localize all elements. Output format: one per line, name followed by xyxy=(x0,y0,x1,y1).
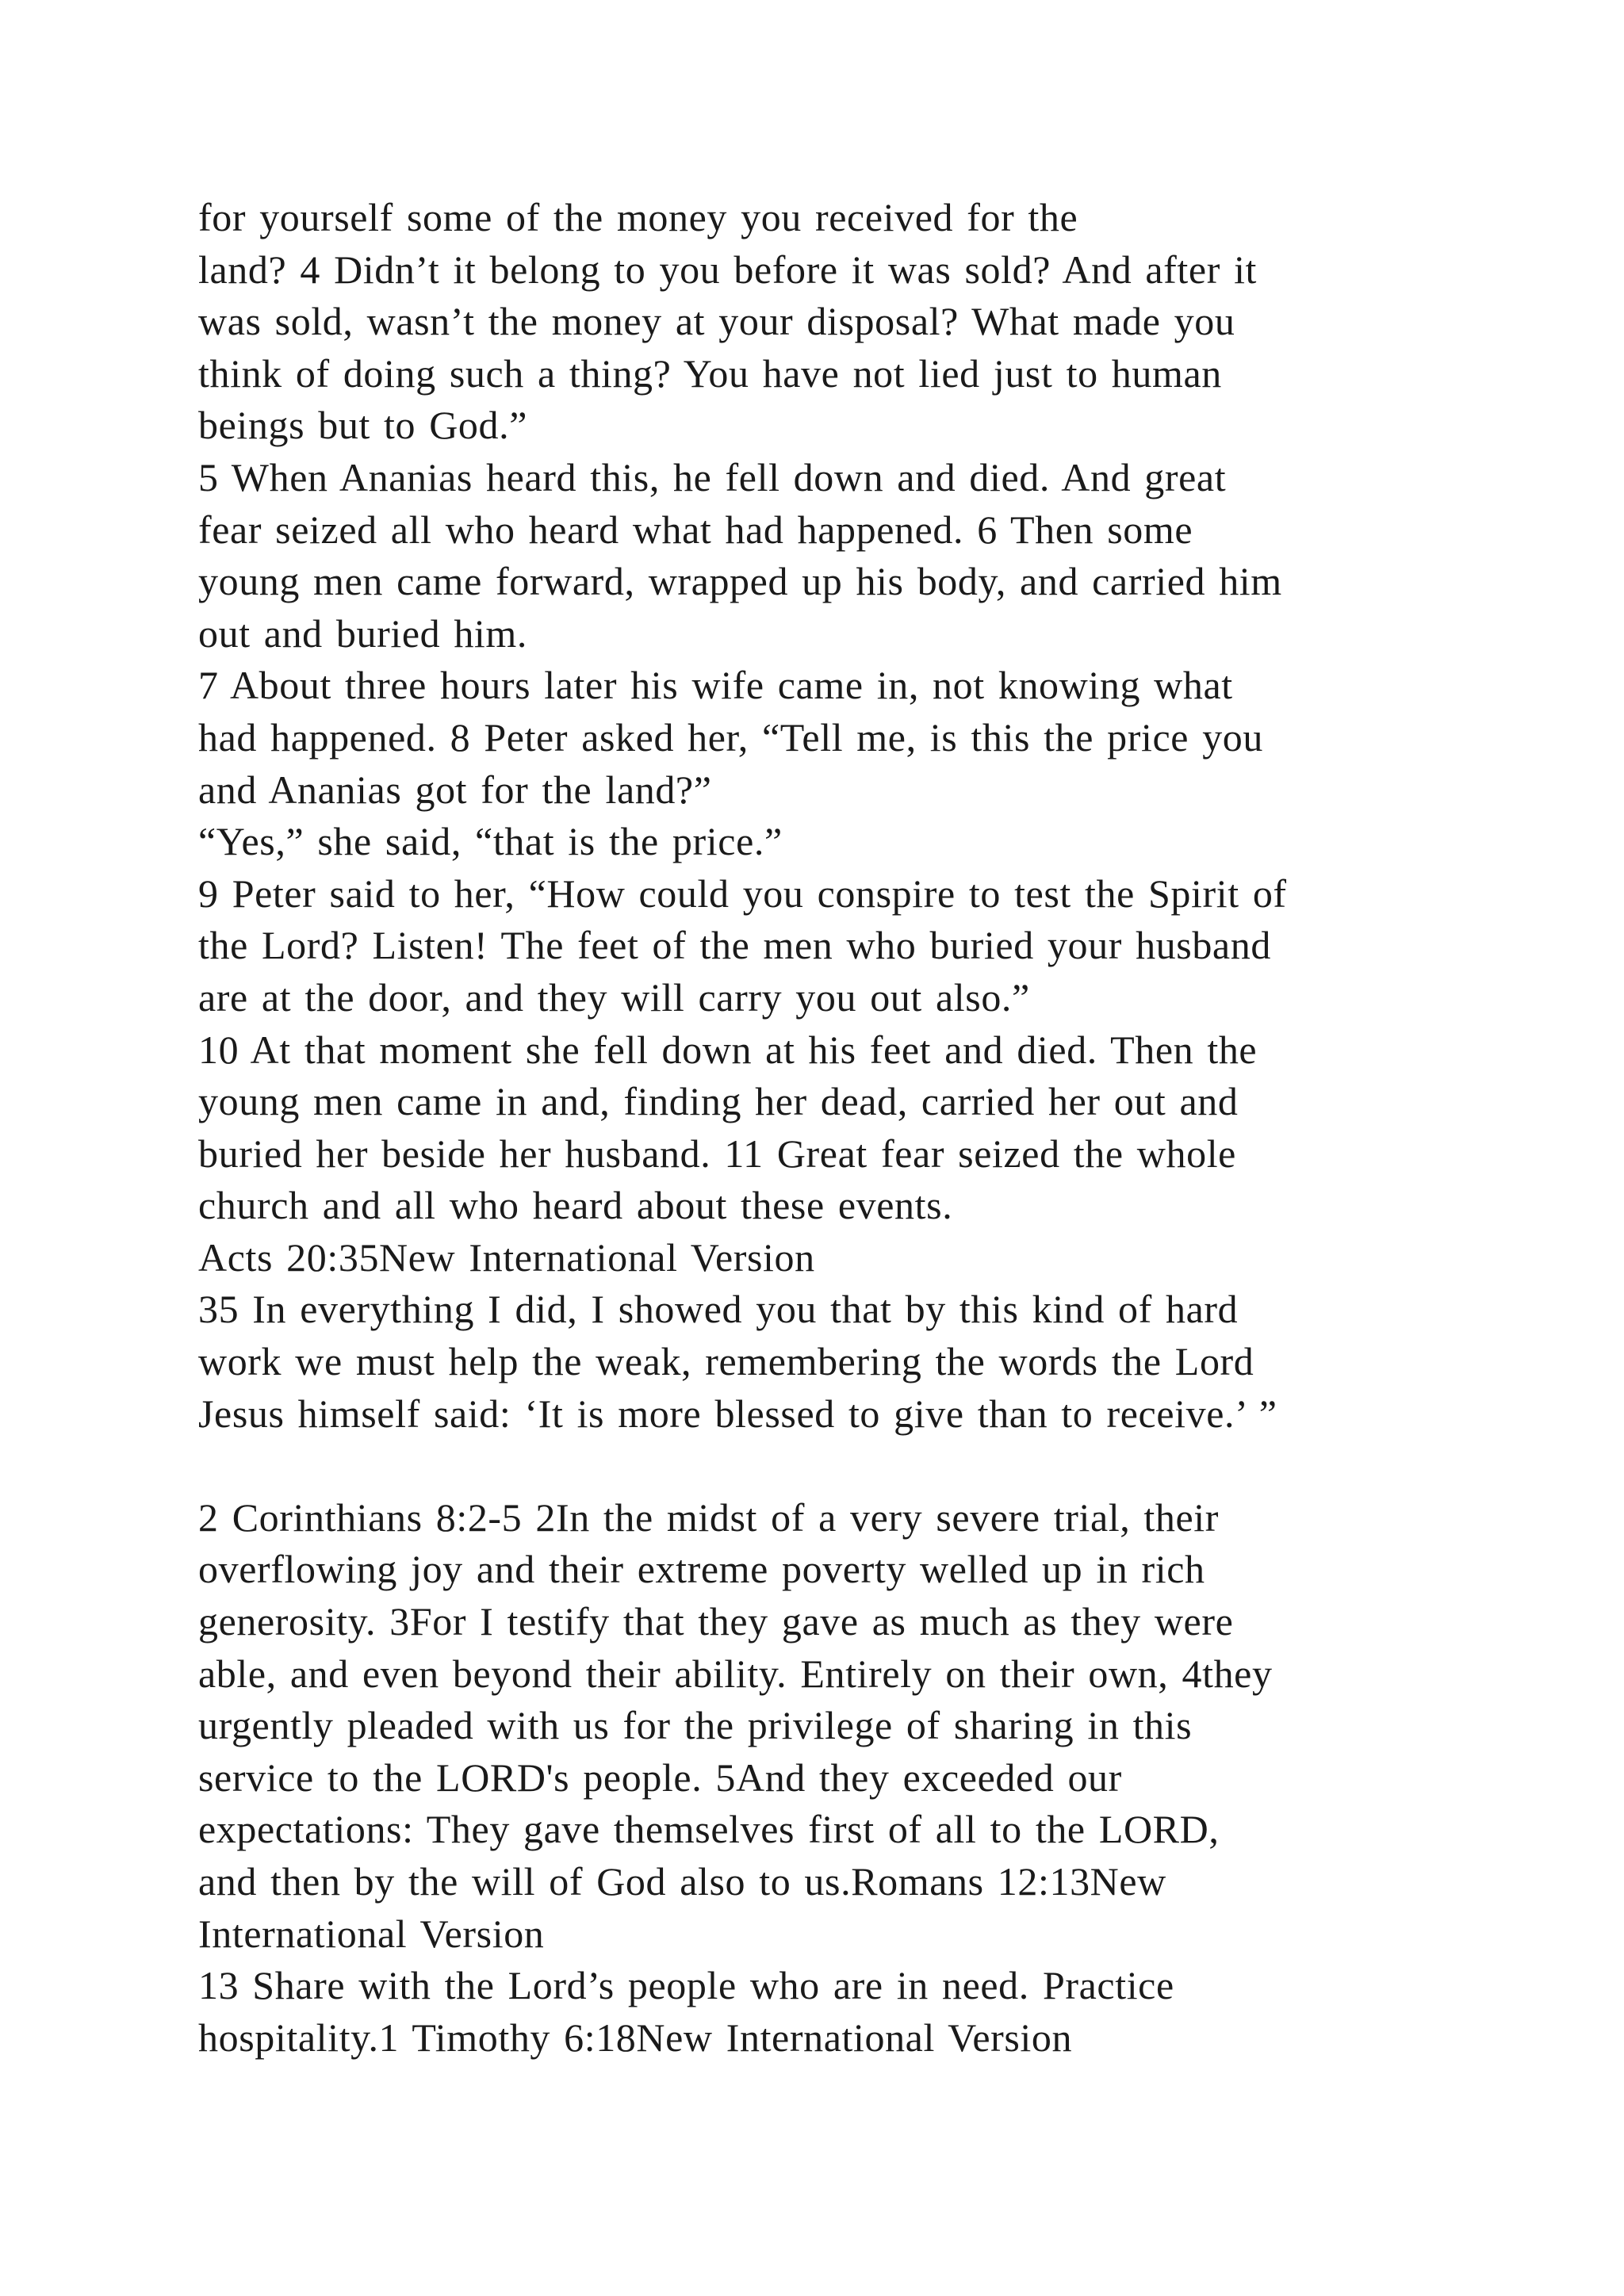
text-line: Acts 20:35New International Version xyxy=(198,1234,815,1280)
text-line: was sold, wasn’t the money at your disposal? What made you xyxy=(198,299,1235,344)
text-line: and then by the will of God also to us.Romans 12:13New xyxy=(198,1859,1166,1904)
text-line: generosity. 3For I testify that they gave as much as they were xyxy=(198,1599,1234,1644)
text-line: think of doing such a thing? You have not lied just to human xyxy=(198,350,1222,396)
text-line: Jesus himself said: ‘It is more blessed to give than to receive.’ ” xyxy=(198,1391,1277,1436)
text-line: overflowing joy and their extreme poverty welled up in rich xyxy=(198,1547,1205,1592)
text-line: and Ananias got for the land?” xyxy=(198,767,712,812)
document-text xyxy=(198,192,1467,2064)
text-line: beings but to God.” xyxy=(198,403,528,448)
text-line: for yourself some of the money you received for the xyxy=(198,195,1078,239)
text-line: land? 4 Didn’t it belong to you before it was sold? And after it xyxy=(198,247,1258,292)
text-line: young men came forward, wrapped up his body, and carried him xyxy=(198,559,1282,604)
text-line: work we must help the weak, remembering the words the Lord xyxy=(198,1339,1254,1384)
text-line: out and buried him. xyxy=(198,610,528,656)
text-line: “Yes,” she said, “that is the price.” xyxy=(198,819,783,864)
text-line: expectations: They gave themselves first of all to the LORD, xyxy=(198,1807,1220,1852)
text-line: 2 Corinthians 8:2-5 2In the midst of a very severe trial, their xyxy=(198,1494,1220,1540)
text-line: the Lord? Listen! The feet of the men who buried your husband xyxy=(198,923,1271,968)
text-line: 10 At that moment she fell down at his feet and died. Then the xyxy=(198,1027,1258,1072)
text-line: able, and even beyond their ability. Entirely on their own, 4they xyxy=(198,1651,1273,1696)
text-line: 5 When Ananias heard this, he fell down and died. And great xyxy=(198,454,1227,499)
text-line: fear seized all who heard what had happened. 6 Then some xyxy=(198,507,1193,552)
text-line: 9 Peter said to her, “How could you conspire to test the Spirit of xyxy=(198,871,1287,916)
text-line: had happened. 8 Peter asked her, “Tell me, is this the price you xyxy=(198,714,1263,760)
text-line: urgently pleaded with us for the privilege of sharing in this xyxy=(198,1703,1193,1748)
text-line: hospitality.1 Timothy 6:18New International Version xyxy=(198,2015,1073,2060)
text-line: church and all who heard about these events. xyxy=(198,1183,953,1228)
text-line: buried her beside her husband. 11 Great fear seized the whole xyxy=(198,1131,1236,1176)
text-line: 35 In everything I did, I showed you that by this kind of hard xyxy=(198,1287,1239,1332)
blank-line xyxy=(198,1440,1467,1492)
text-line: 13 Share with the Lord’s people who are in need. Practice xyxy=(198,1963,1174,2008)
text-line: service to the LORD's people. 5And they exceeded our xyxy=(198,1755,1122,1800)
text-line: 7 About three hours later his wife came in, not knowing what xyxy=(198,663,1233,708)
text-line: young men came in and, finding her dead, carried her out and xyxy=(198,1079,1239,1124)
text-line: are at the door, and they will carry you out also.” xyxy=(198,974,1030,1020)
text-line: International Version xyxy=(198,1911,545,1956)
